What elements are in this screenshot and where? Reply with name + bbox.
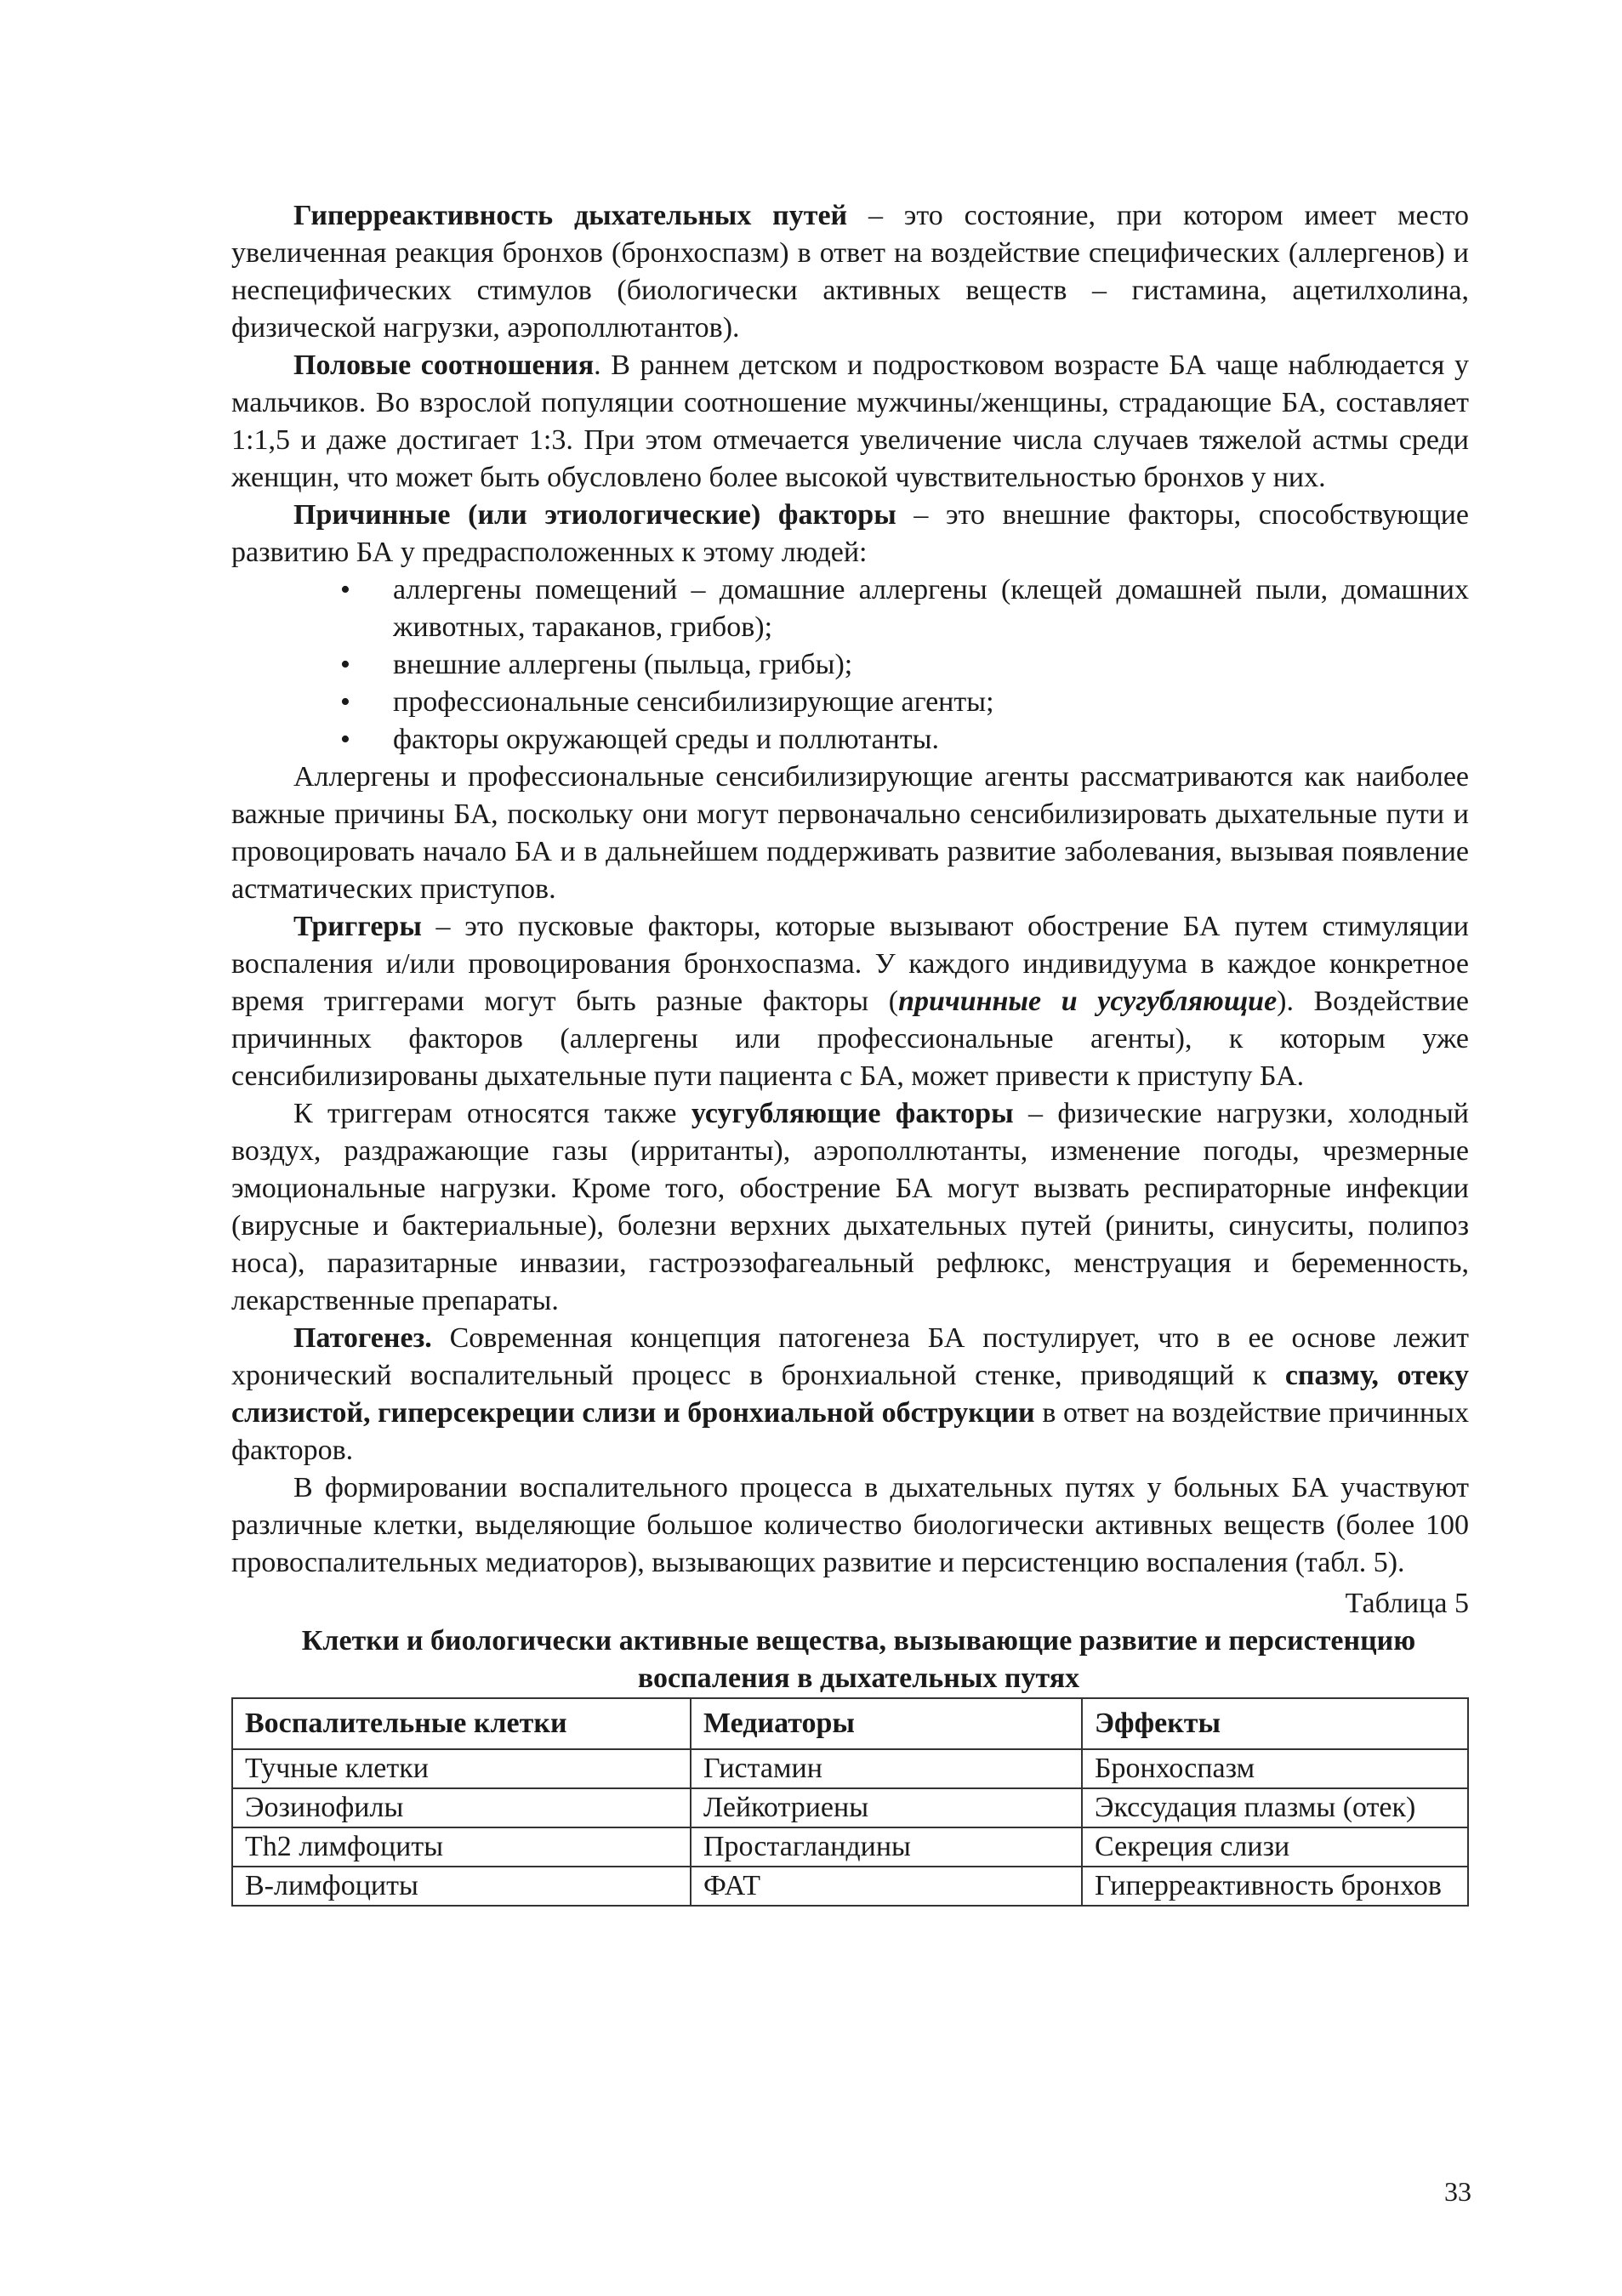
paragraph-text: – это внешние факторы, способствующие развитию БА у предрасположенных к этому людей: — [231, 499, 1469, 568]
bullet-icon: • — [340, 649, 350, 680]
table-cell: Th2 лимфоциты — [232, 1827, 691, 1867]
column-header-mediators: Медиаторы — [691, 1698, 1082, 1749]
term-pathogenesis: Патогенез. — [293, 1322, 432, 1354]
table-title: Клетки и биологически активные вещества, вызывающие развитие и персистенцию воспаления в дыхательных путях — [301, 1625, 1416, 1694]
paragraph-text: К триггерам относятся также — [293, 1098, 691, 1129]
table-row — [232, 1867, 1468, 1906]
table-cell: Гиперреактивность бронхов — [1082, 1867, 1468, 1906]
table-cell: Простагландины — [691, 1827, 1082, 1867]
bullet-icon: • — [340, 574, 350, 605]
causal-factors-list — [231, 571, 1469, 759]
table-cell: Секреция слизи — [1082, 1827, 1468, 1867]
emphasis-text: причинные и усугубляющие — [898, 986, 1278, 1017]
emphasis-text: спазму, отеку слизистой, гиперсекреции слизи и бронхиальной обструкции — [231, 1360, 1470, 1429]
list-item — [231, 646, 1469, 684]
term-sex-ratio: Половые соотношения — [293, 350, 595, 381]
list-item — [231, 571, 1469, 646]
table-cell: Бронхоспазм — [1082, 1749, 1468, 1788]
inflammation-table — [231, 1697, 1469, 1907]
list-item — [231, 684, 1469, 721]
page-content — [231, 197, 1469, 1907]
page-number: 33 — [1444, 2176, 1471, 2207]
bullet-icon: • — [340, 686, 350, 718]
paragraph-text: – это состояние, при котором имеет место увеличенная реакция бронхов (бронхоспазм) в ответ на воздействие специфических (аллергенов) и неспецифических стимулов (биологически активных веществ – гистамина, ацетилхолина, физической нагрузки, аэрополлютантов). — [231, 200, 1469, 344]
table-cell: Эозинофилы — [232, 1788, 691, 1827]
table-header-row — [232, 1698, 1468, 1749]
paragraph-text: . В раннем детском и подростковом возрасте БА чаще наблюдается у мальчиков. Во взрослой популяции соотношение мужчины/женщины, страдающие БА, составляет 1:1,5 и даже достигает 1:3. При этом отмечается увеличение числа случаев тяжелой астмы среди женщин, что может быть обусловлено более высокой чувствительностью бронхов у них. — [231, 350, 1469, 493]
table-cell: ФАТ — [691, 1867, 1082, 1906]
table-caption: Таблица 5 — [1345, 1588, 1469, 1619]
term-aggravating-factors: усугубляющие факторы — [691, 1098, 1014, 1129]
term-triggers: Триггеры — [293, 911, 422, 942]
paragraph-triggers — [231, 908, 1469, 1095]
column-header-effects: Эффекты — [1082, 1698, 1468, 1749]
table-cell: Тучные клетки — [232, 1749, 691, 1788]
paragraph-text: ). Воздействие причинных факторов (аллергены или профессиональные агенты), к которым уже сенсибилизированы дыхательные пути пациента с БА, может привести к приступу БА. — [231, 986, 1469, 1092]
list-item-text: внешние аллергены (пыльца, грибы); — [393, 649, 853, 680]
paragraph-inflammation-cells: В формировании воспалительного процесса в дыхательных путях у больных БА участвуют различные клетки, выделяющие большое количество биологически активных веществ (более 100 провоспалительных медиаторов), вызывающих развитие и персистенцию воспаления (табл. 5). — [231, 1472, 1469, 1578]
bullet-icon: • — [340, 724, 350, 755]
paragraph-causal-factors — [231, 497, 1469, 571]
table-row — [232, 1749, 1468, 1788]
table-cell: В-лимфоциты — [232, 1867, 691, 1906]
term-causal-factors: Причинные (или этиологические) факторы — [293, 499, 896, 531]
list-item-text: аллергены помещений – домашние аллергены (клещей домашней пыли, домашних животных, тараканов, грибов); — [393, 574, 1469, 643]
paragraph-text: в ответ на воздействие причинных факторов. — [231, 1397, 1469, 1466]
table-cell: Гистамин — [691, 1749, 1082, 1788]
table-row — [232, 1827, 1468, 1867]
list-item-text: факторы окружающей среды и поллютанты. — [393, 724, 939, 755]
paragraph-aggravating-factors — [231, 1095, 1469, 1320]
table-cell: Экссудация плазмы (отек) — [1082, 1788, 1468, 1827]
list-item — [231, 721, 1469, 759]
list-item-text: профессиональные сенсибилизирующие агенты; — [393, 686, 994, 718]
paragraph-text: – это пусковые факторы, которые вызывают обострение БА путем стимуляции воспаления и/или провоцирования бронхоспазма. У каждого индивидуума в каждое конкретное время триггерами могут быть разные факторы ( — [231, 911, 1469, 1017]
table-cell: Лейкотриены — [691, 1788, 1082, 1827]
paragraph-text: – физические нагрузки, холодный воздух, раздражающие газы (ирританты), аэрополлютанты, изменение погоды, чрезмерные эмоциональные нагрузки. Кроме того, обострение БА могут вызвать респираторные инфекции (вирусные и бактериальные), болезни верхних дыхательных путей (риниты, синуситы, полипоз носа), паразитарные инвазии, гастроэзофагеальный рефлюкс, менструация и беременность, лекарственные препараты. — [231, 1098, 1469, 1316]
paragraph-text: Современная концепция патогенеза БА постулирует, что в ее основе лежит хронический воспалительный процесс в бронхиальной стенке, приводящий к — [231, 1322, 1469, 1391]
paragraph-hyperreactivity — [231, 197, 1469, 347]
column-header-cells: Воспалительные клетки — [232, 1698, 691, 1749]
paragraph-sex-ratio — [231, 347, 1469, 497]
term-hyperreactivity: Гиперреактивность дыхательных путей — [293, 200, 848, 231]
paragraph-pathogenesis — [231, 1320, 1469, 1469]
table-row — [232, 1788, 1468, 1827]
paragraph-allergens: Аллергены и профессиональные сенсибилизирующие агенты рассматриваются как наиболее важные причины БА, поскольку они могут первоначально сенсибилизировать дыхательные пути и провоцировать начало БА и в дальнейшем поддерживать развитие заболевания, вызывая появление астматических приступов. — [231, 761, 1469, 905]
